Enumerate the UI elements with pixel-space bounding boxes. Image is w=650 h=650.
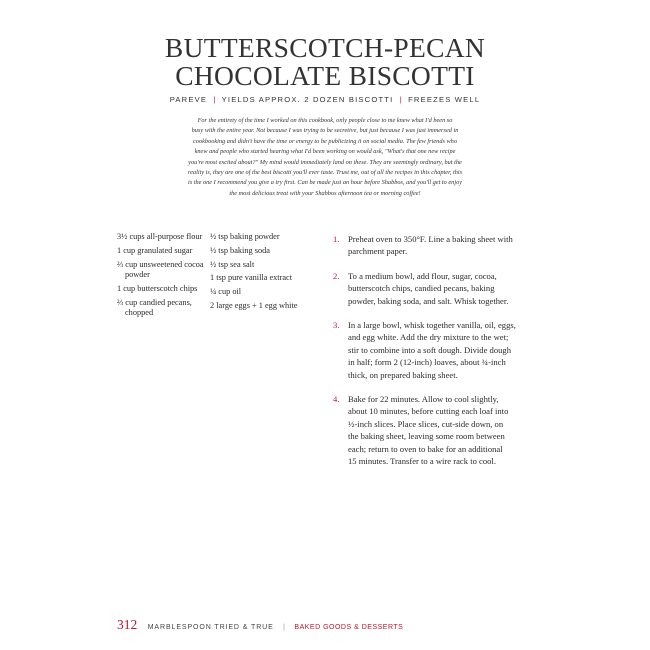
step-4	[333, 393, 533, 467]
step-text-line: To a medium bowl, add flour, sugar, cocoa,	[348, 270, 497, 281]
step-text-line: Preheat oven to 350°F. Line a baking sheet with	[348, 234, 513, 244]
ingredient-item: ⅔ cup candied pecans, chopped	[117, 297, 192, 317]
ingredient-item: ½ tsp baking powder	[210, 232, 280, 241]
recipe-title-line-2: CHOCOLATE BISCOTTI	[175, 60, 475, 91]
step-text-line: 15 minutes. Transfer to a wire rack to cool.	[348, 456, 496, 467]
ingredient-item: 1 tsp pure vanilla extract	[210, 273, 293, 283]
ingredient-item: ½ tsp baking soda	[210, 245, 270, 255]
step-number: 2.	[333, 270, 340, 281]
section-name: BAKED GOODS & DESSERTS	[294, 624, 404, 631]
step-3	[333, 319, 533, 381]
tag-yield: YIELDS APPROX. 2 DOZEN BISCOTTI	[221, 95, 394, 104]
step-text-line: powder, baking soda, and salt. Whisk together.	[348, 295, 509, 306]
step-text-line: and egg white. Add the dry mixture to the wet;	[348, 332, 509, 343]
step-text-line: butterscotch chips, candied pecans, baking	[348, 283, 495, 294]
step-text-line: stir to combine into a soft dough. Divide dough	[348, 344, 512, 355]
step-text-line: thick, on prepared baking sheet.	[348, 369, 458, 380]
recipe-intro	[152, 116, 498, 199]
ingredients-column-2	[210, 232, 302, 315]
page-number: 312	[117, 617, 138, 632]
step-text-line: the baking sheet, leaving some room between	[348, 431, 505, 442]
intro-line: knew and people who started hearing what I'd been working on would ask, "What's that one new recipe	[194, 148, 456, 156]
step-text-line: In a large bowl, whisk together vanilla, oil, eggs,	[348, 320, 516, 331]
step-text-line: about 10 minutes, before cutting each loaf into	[348, 406, 509, 417]
step-text-line: ½-inch slices. Place slices, cut-side down, on	[348, 418, 504, 429]
intro-line: busy with the entire year. Not because I was trying to be secretive, but just because I was just immersed in	[191, 127, 459, 135]
intro-line: cookbooking and didn't have the time or energy to be publicizing it on social media. The few friends who	[193, 137, 457, 145]
book-title: MARBLESPOON TRIED & TRUE	[147, 624, 274, 631]
step-number: 1.	[333, 234, 340, 244]
ingredient-item: ⅔ cup unsweetened cocoa powder	[117, 259, 204, 279]
step-text-line: Bake for 22 minutes. Allow to cool slightly,	[348, 394, 499, 405]
ingredient-item: ½ tsp sea salt	[210, 259, 255, 269]
step-text-line: each; return to oven to bake for an additional	[348, 443, 503, 454]
recipe-title	[0, 34, 650, 90]
intro-line: is the one I recommend you give a try first. Can be made just an hour before Shabbos, and you'll get to enjoy	[187, 179, 463, 187]
intro-line: you're most excited about?" My mind would immediately land on these. They are seemingly ordinary, but the	[188, 158, 462, 166]
step-number: 3.	[333, 320, 340, 331]
ingredient-item: 3½ cups all-purpose flour	[117, 232, 203, 241]
step-text-line: parchment paper.	[348, 246, 408, 257]
footer-separator: |	[283, 624, 285, 631]
ingredient-item: ¼ cup oil	[210, 287, 242, 297]
recipe-steps	[333, 233, 533, 480]
step-2	[333, 270, 533, 307]
page-footer	[117, 616, 403, 634]
tag-pareve: PAREVE	[169, 95, 208, 104]
ingredient-item: 2 large eggs + 1 egg white	[210, 300, 298, 310]
ingredients-column-1	[117, 232, 209, 322]
ingredient-item: 1 cup granulated sugar	[117, 245, 193, 255]
tag-separator: |	[399, 95, 402, 104]
intro-line: For the entirety of the time I worked on this cookbook, only people close to me knew what I'd been so	[197, 117, 453, 124]
step-number: 4.	[333, 394, 340, 405]
recipe-tags	[0, 95, 650, 104]
step-1	[333, 233, 533, 258]
ingredient-item: 1 cup butterscotch chips	[117, 283, 198, 293]
tag-separator: |	[213, 95, 216, 104]
recipe-title-line-1: BUTTERSCOTCH-PECAN	[164, 32, 486, 63]
intro-line: reality is, they are one of the best biscotti you'll ever taste. Trust me, out of all the recipes in this chapter, this	[187, 169, 463, 177]
intro-line: the most delicious treat with your Shabbos afternoon tea or morning coffee!	[229, 189, 421, 197]
tag-freezes: FREEZES WELL	[408, 95, 481, 104]
step-text-line: in half; form 2 (12-inch) loaves, about ¾-inch	[348, 357, 506, 368]
